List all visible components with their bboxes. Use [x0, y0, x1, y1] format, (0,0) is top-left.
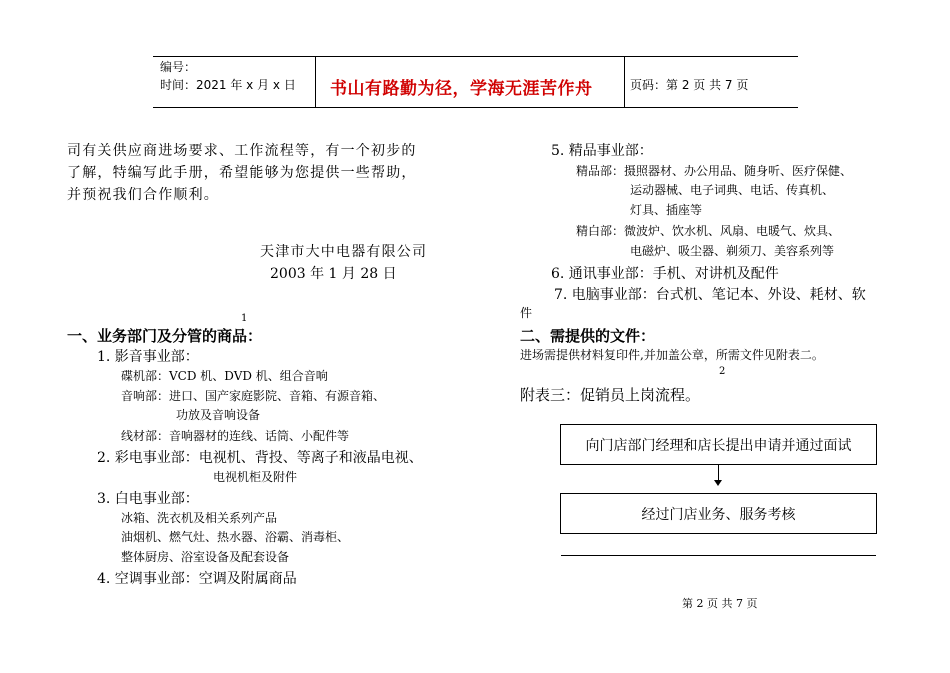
header-divider-left: [315, 56, 316, 107]
flow-step-1-box: [560, 424, 877, 465]
dept2-line: 电视机柜及附件: [213, 470, 298, 484]
flow-step-2-text: 经过门店业务、服务考核: [641, 506, 796, 523]
footer-rule: [561, 555, 876, 556]
header-divider-right: [624, 56, 625, 107]
dept5-title: 5. 精品事业部：: [551, 143, 653, 159]
header-motto: 书山有路勤为径，学海无涯苦作舟: [330, 79, 593, 99]
header-bottom-rule: [153, 107, 798, 108]
page-mark-2: 2: [719, 366, 726, 377]
dept7-line: 7. 电脑事业部：台式机、笔记本、外设、耗材、软: [554, 287, 866, 303]
intro-line-3: 并预祝我们合作顺利。: [67, 187, 219, 203]
dept3-line: 油烟机、燃气灶、热水器、浴霸、消毒柜、: [121, 530, 350, 544]
page-footer: 第 2 页 共 7 页: [682, 597, 758, 610]
dept1-line: 音响部：进口、国产家庭影院、音箱、有源音箱、: [121, 389, 386, 403]
dept1-title: 1. 影音事业部：: [97, 349, 199, 365]
page-mark-1: 1: [241, 313, 248, 324]
dept5-line: 精白部：微波炉、饮水机、风扇、电暖气、炊具、: [576, 224, 841, 238]
dept2-title: 2. 彩电事业部：电视机、背投、等离子和液晶电视、: [97, 450, 423, 466]
flow-step-2-box: [560, 493, 877, 534]
dept5-line: 精品部：摄照器材、办公用品、随身听、医疗保健、: [576, 164, 853, 178]
dept5-line: 电磁炉、吸尘器、剃须刀、美容系列等: [630, 244, 835, 258]
section2-title: 二、需提供的文件：: [520, 327, 656, 345]
dept3-line: 冰箱、洗衣机及相关系列产品: [121, 511, 278, 525]
dept5-line: 灯具、插座等: [630, 203, 703, 217]
section2-text: 进场需提供材料复印件,并加盖公章，所需文件见附表二。: [520, 348, 824, 362]
dept1-line: 碟机部：VCD 机、DVD 机、组合音响: [121, 369, 328, 383]
dept3-title: 3. 白电事业部：: [97, 491, 199, 507]
company-name: 天津市大中电器有限公司: [260, 244, 428, 260]
intro-line-1: 司有关供应商进场要求、工作流程等，有一个初步的: [67, 143, 417, 159]
dept7-continuation: 件: [520, 306, 533, 320]
dept5-line: 运动器械、电子词典、电话、传真机、: [630, 183, 835, 197]
header-number-label: 编号：: [160, 60, 197, 74]
header-top-rule: [153, 56, 798, 57]
header-time: 时间：2021 年 x 月 x 日: [160, 78, 296, 92]
dept3-line: 整体厨房、浴室设备及配套设备: [121, 550, 290, 564]
header-page-info: 页码：第 2 页 共 7 页: [630, 78, 749, 92]
down-arrow-icon: [714, 480, 722, 486]
intro-line-2: 了解，特编写此手册，希望能够为您提供一些帮助，: [67, 165, 417, 181]
dept4-title: 4. 空调事业部：空调及附属商品: [97, 571, 297, 587]
letter-date: 2003 年 1 月 28 日: [270, 266, 397, 282]
flow-step-1-text: 向门店部门经理和店长提出申请并通过面试: [585, 437, 852, 454]
dept1-line: 功放及音响设备: [176, 408, 261, 422]
dept1-line: 线材部：音响器材的连线、话筒、小配件等: [121, 429, 350, 443]
section1-title: 一、业务部门及分管的商品：: [67, 327, 263, 345]
appendix-title: 附表三：促销员上岗流程。: [520, 386, 701, 404]
dept6-line: 6. 通讯事业部：手机、对讲机及配件: [551, 266, 779, 282]
